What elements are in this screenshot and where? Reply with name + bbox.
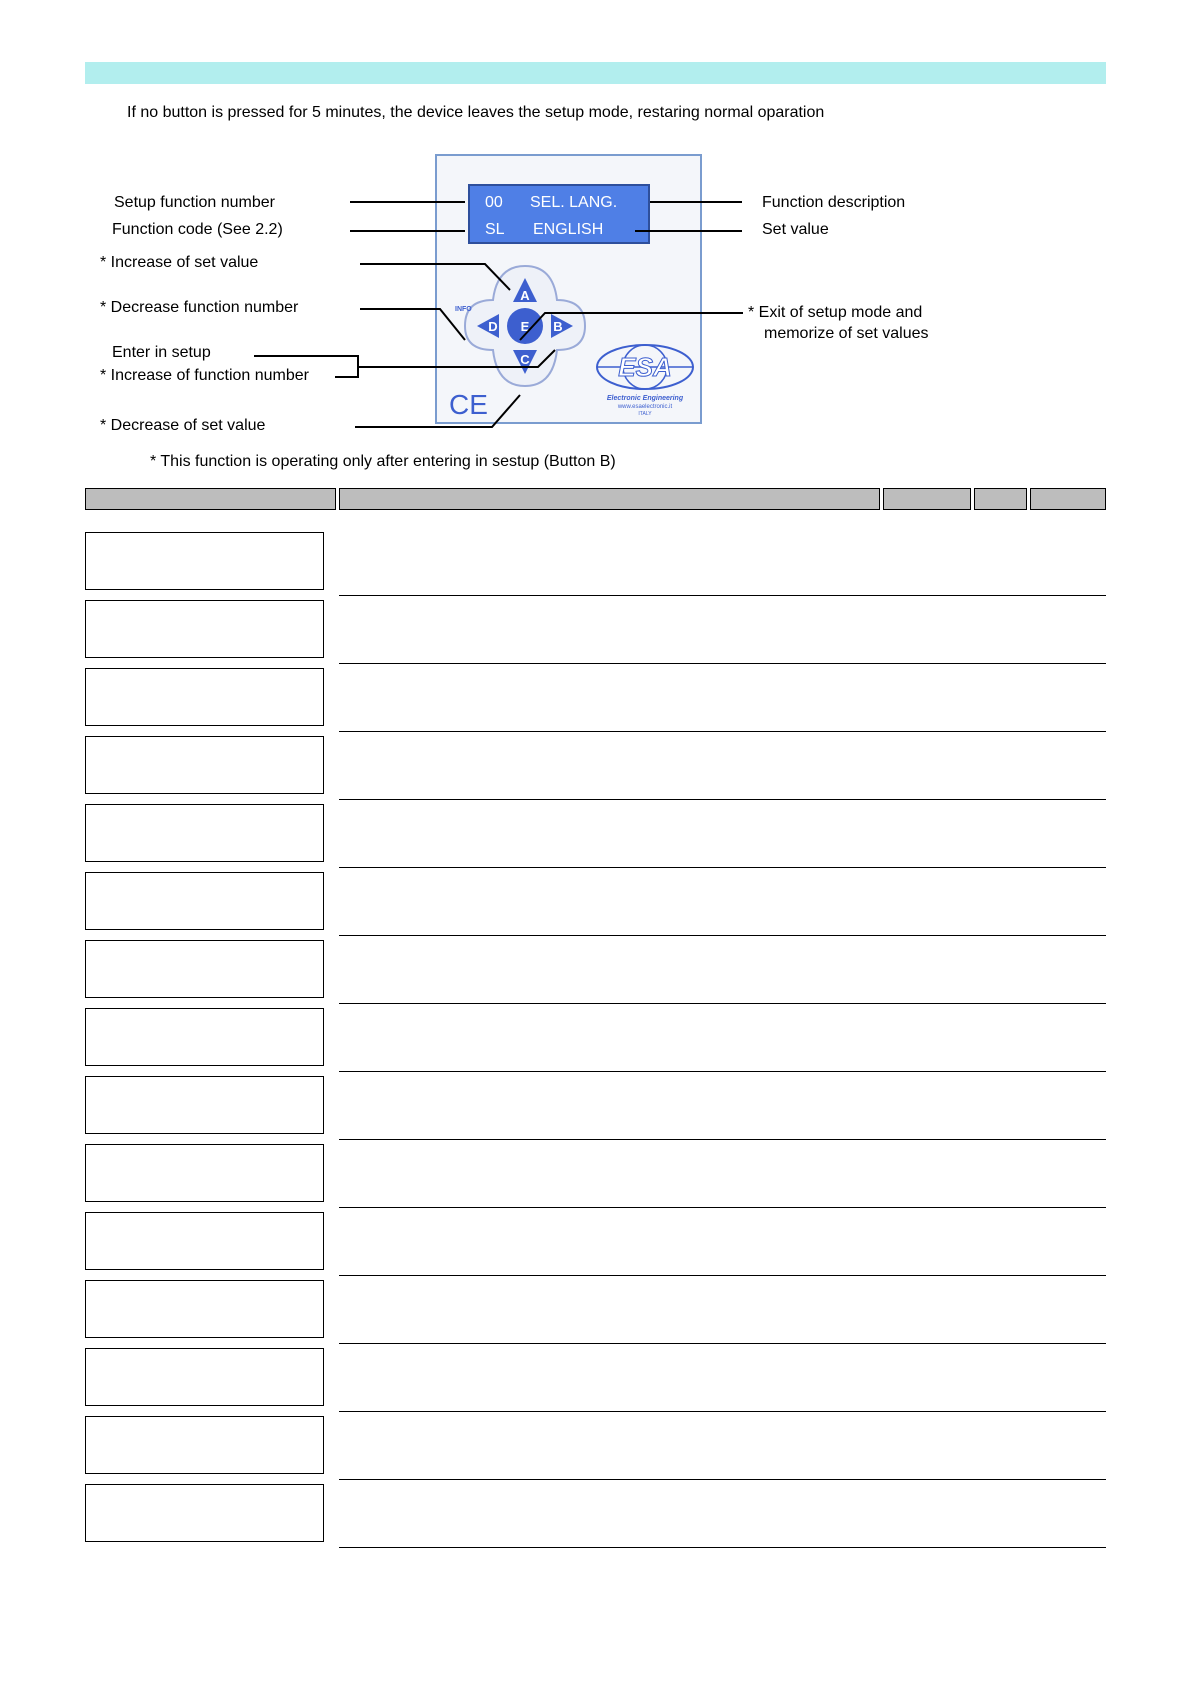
label-exit-setup-line1: * Exit of setup mode and [748, 304, 923, 321]
label-increase-set-value: * Increase of set value [100, 254, 259, 271]
row-divider [339, 799, 1106, 800]
row-display-box [85, 1008, 324, 1066]
button-c-label: C [520, 352, 530, 367]
row-divider [339, 731, 1106, 732]
label-function-code: Function code (See 2.2) [112, 221, 283, 238]
callout-lines [0, 0, 1191, 480]
row-divider [339, 1207, 1106, 1208]
callout-decrease-function-number [360, 309, 465, 340]
label-increase-function-number: * Increase of function number [100, 367, 310, 384]
lcd-function-code: SL [485, 221, 505, 238]
row-display-box [85, 1280, 324, 1338]
label-decrease-function-number: * Decrease function number [100, 299, 299, 316]
esa-logo-subtitle: Electronic Engineering [606, 395, 684, 402]
lcd-function-description: SEL. LANG. [530, 194, 618, 211]
ce-mark: CE [449, 389, 488, 420]
callout-increase-function-number [358, 350, 555, 367]
row-divider [339, 663, 1106, 664]
lcd-set-value: ENGLISH [533, 221, 604, 238]
row-display-box [85, 736, 324, 794]
button-d-label: D [488, 319, 498, 334]
row-divider [339, 867, 1106, 868]
callout-exit-setup [520, 313, 743, 340]
label-setup-function-number: Setup function number [114, 194, 275, 211]
row-display-box [85, 1484, 324, 1542]
setup-footnote: * This function is operating only after entering in sestup (Button B) [150, 453, 616, 470]
label-enter-in-setup: Enter in setup [112, 344, 211, 361]
label-decrease-set-value: * Decrease of set value [100, 417, 266, 434]
row-divider [339, 1343, 1106, 1344]
row-divider [339, 1275, 1106, 1276]
row-divider [339, 1139, 1106, 1140]
column-header-2 [339, 488, 880, 510]
row-divider [339, 1071, 1106, 1072]
row-display-box [85, 1416, 324, 1474]
row-display-box [85, 600, 324, 658]
button-e-label: E [520, 319, 530, 334]
row-display-box [85, 804, 324, 862]
row-display-box [85, 1212, 324, 1270]
callout-increase-set-value [360, 264, 510, 290]
label-exit-setup-line2: memorize of set values [764, 325, 929, 342]
callout-decrease-set-value [355, 395, 520, 427]
row-display-box [85, 1348, 324, 1406]
button-b-label: B [553, 319, 563, 334]
button-a-label: A [520, 288, 530, 303]
row-divider [339, 1411, 1106, 1412]
row-divider [339, 1547, 1106, 1548]
label-function-description: Function description [762, 194, 906, 211]
row-display-box [85, 940, 324, 998]
row-display-box [85, 532, 324, 590]
row-divider [339, 1479, 1106, 1480]
row-divider [339, 1003, 1106, 1004]
column-header-4 [974, 488, 1027, 510]
info-label: INFO [455, 306, 472, 313]
row-divider [339, 935, 1106, 936]
row-divider [339, 595, 1106, 596]
row-display-box [85, 668, 324, 726]
callout-bracket [254, 356, 358, 377]
timeout-note: If no button is pressed for 5 minutes, the device leaves the setup mode, restaring normal oparation [127, 104, 825, 121]
column-header-5 [1030, 488, 1106, 510]
esa-logo-country: ITALY [638, 411, 652, 417]
label-set-value: Set value [762, 221, 829, 238]
lcd-function-number: 00 [485, 194, 503, 211]
column-header-3 [883, 488, 971, 510]
column-header-1 [85, 488, 336, 510]
esa-logo-text: ESA [618, 352, 672, 382]
esa-logo-url: www.esaelectronic.it [617, 404, 673, 410]
row-display-box [85, 1076, 324, 1134]
row-display-box [85, 1144, 324, 1202]
row-display-box [85, 872, 324, 930]
